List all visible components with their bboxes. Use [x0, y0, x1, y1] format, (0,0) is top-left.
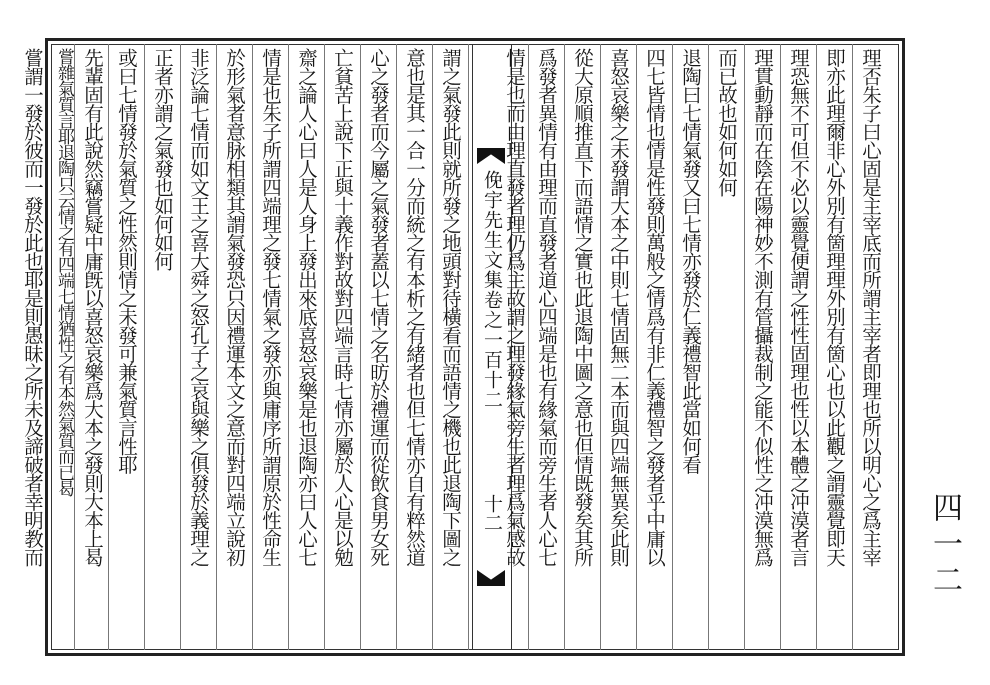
text-column-5: 而已故也如何如何	[715, 48, 738, 196]
page-number: 四一二	[927, 492, 962, 600]
column-rule	[144, 44, 145, 650]
text-column-22: 先輩固有此說然竊嘗疑中庸旣以喜怒哀樂爲大本之發則大本上曷	[81, 48, 104, 566]
center-band-left-line	[472, 44, 473, 650]
text-column-13: 意也是其一合一分而統之有本析之有緒者也但七情亦自有粹然道	[403, 48, 426, 566]
column-rule	[564, 44, 565, 650]
text-column-18: 於形氣者意脉相類其謂氣發恐只因禮運本文之意而對四端立說初	[223, 48, 246, 566]
column-rule	[324, 44, 325, 650]
text-column-12: 謂之氣發此則就所發之地頭對待橫看而語情之機也此退陶下圖之	[439, 48, 462, 566]
column-rule	[744, 44, 745, 650]
column-rule	[108, 44, 109, 650]
column-rule	[216, 44, 217, 650]
column-rule	[672, 44, 673, 650]
column-rule	[468, 44, 469, 650]
text-column-1: 理否朱子曰心固是主宰底而所謂主宰者即理也所以明心之爲主宰	[859, 48, 882, 566]
text-column-4: 理貫動靜而在陰在陽神妙不測有管攝裁制之能不似性之冲漠無爲	[751, 48, 774, 566]
text-column-10: 爲發者異情有由理而直發者道心四端是也有緣氣而旁生者人心七	[535, 48, 558, 566]
text-column-11: 情是也而由理直發者理仍爲主故謂之理發緣氣旁生者理爲氣感故	[503, 48, 526, 566]
text-column-20: 正者亦謂之氣發也如何如何	[151, 48, 174, 270]
text-column-14: 心之發者而今屬之氣發者蓋以七情之名昉於禮運而從飲食男女死	[367, 48, 390, 566]
column-rule	[780, 44, 781, 650]
column-rule	[852, 44, 853, 650]
text-column-19: 非泛論七情而如文王之喜大舜之怒孔子之哀與樂之俱發於義理之	[187, 48, 210, 566]
column-rule	[180, 44, 181, 650]
column-rule	[74, 44, 75, 650]
column-rule	[432, 44, 433, 650]
column-rule	[708, 44, 709, 650]
column-rule	[252, 44, 253, 650]
text-column-24: 嘗謂一發於彼而一發於此也耶是則愚昧之所未及諦破者幸明教而	[21, 48, 44, 566]
collection-title: 俛宇先生文集卷之一百十二	[481, 170, 503, 410]
column-rule	[528, 44, 529, 650]
column-rule	[816, 44, 817, 650]
text-column-17: 情是也朱子所謂四端理之發七情氣之發亦與庸序所謂原於性命生	[259, 48, 282, 566]
text-column-7: 四七皆情也情是性發則萬般之情爲有非仁義禮智之發者乎中庸以	[643, 48, 666, 566]
column-rule	[396, 44, 397, 650]
column-rule	[360, 44, 361, 650]
text-column-8: 喜怒哀樂之未發謂大本之中則七情固無二本而與四端無異矣此則	[607, 48, 630, 566]
text-column-21: 或曰七情發於氣質之性然則情之未發可兼氣質言性耶	[115, 48, 138, 474]
text-column-15: 亡貧苦上說下正與十義作對故對四端言時七情亦屬於人心是以勉	[331, 48, 354, 566]
text-column-2: 即亦此理爾非心外別有箇理理外別有箇心也以此觀之謂靈覺即天	[823, 48, 846, 566]
folio-number: 十二	[481, 494, 503, 532]
text-column-23: 嘗雜氣質言耶退陶只云情之有四端七情猶性之有本然氣質而已曷	[54, 48, 74, 496]
column-rule	[636, 44, 637, 650]
text-column-9: 從大原順推直下而語情之實也此退陶中圖之意也但情既發矣其所	[571, 48, 594, 566]
text-column-3: 理恐無不可但不必以靈覺便謂之性性固理也性以本體之冲漠者言	[787, 48, 810, 566]
text-column-16: 齋之論人心曰人是人身上發出來底喜怒哀樂是也退陶亦曰人心七	[295, 48, 318, 566]
column-rule	[288, 44, 289, 650]
column-rule	[600, 44, 601, 650]
text-column-6: 退陶曰七情氣發又曰七情亦發於仁義禮智此當如何看	[679, 48, 702, 474]
